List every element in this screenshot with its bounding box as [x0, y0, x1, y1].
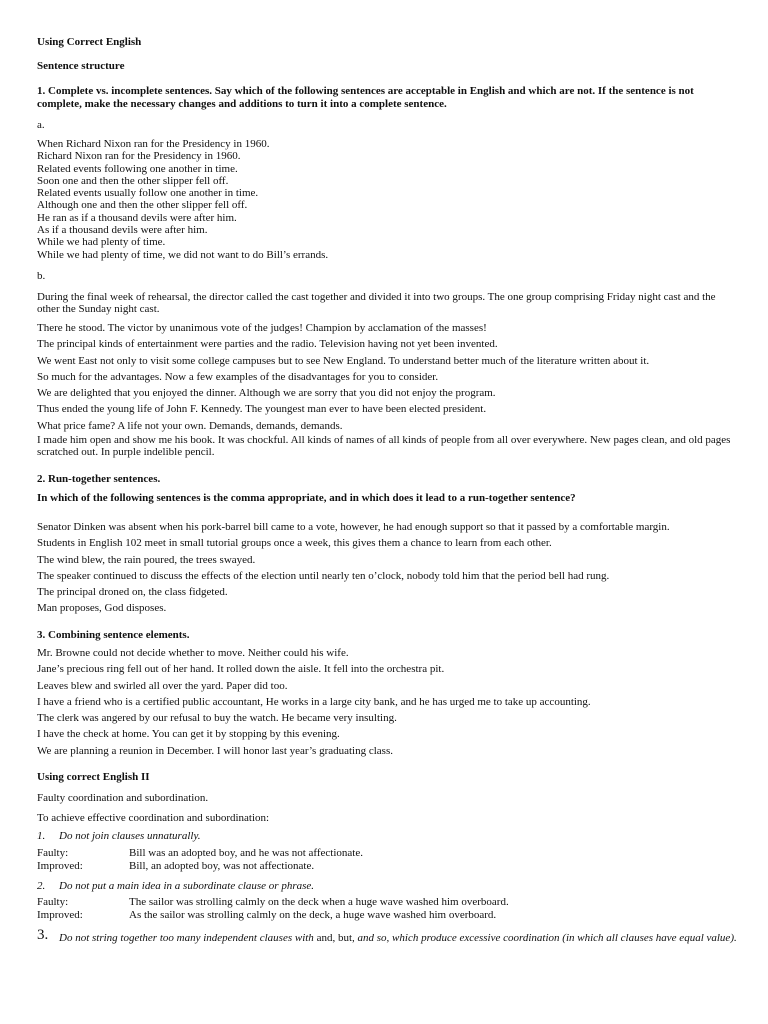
list-item: During the final week of rehearsal, the director called the cast together and divided it into two groups. The one group comprising Friday night cast and the other the Sunday night cast. [37, 291, 716, 315]
rule-text: Do not join clauses unnaturally. [59, 830, 201, 842]
section3-list [37, 645, 738, 759]
list-item: Man proposes, God disposes. [37, 602, 167, 615]
section2-question: In which of the following sentences is the comma appropriate, and in which does it lead to a run-together sentence? [37, 492, 576, 504]
list-item: While we had plenty of time, we did not want to do Bill’s errands. [37, 248, 329, 261]
list-item: Mr. Browne could not decide whether to move. Neither could his wife. [37, 647, 349, 659]
list-item: Jane’s precious ring fell out of her hand. It rolled down the aisle. It fell into the orchestra pit. [37, 663, 445, 676]
rule-number: 3. [37, 927, 49, 943]
rule-2 [37, 880, 738, 892]
rule-1 [37, 830, 738, 842]
section-subtitle: Sentence structure [37, 60, 125, 72]
example-label: Faulty: [37, 847, 69, 859]
list-item: Soon one and then the other slipper fell off. [37, 174, 229, 187]
example-label: Faulty: [37, 896, 69, 908]
list-item: We are delighted that you enjoyed the dinner. Although we are sorry that you did not enjoy the program. [37, 387, 496, 400]
list-item: The speaker continued to discuss the effects of the election until nearly ten o’clock, nobody told him that the period bell had rung. [37, 569, 610, 582]
part2-line: To achieve effective coordination and subordination: [37, 812, 270, 824]
section2-list [37, 519, 738, 617]
list-item: So much for the advantages. Now a few examples of the disadvantages for you to consider. [37, 370, 439, 383]
rule-text: Do not string together too many independent clauses with and, but, and so, which produce excessive coordination (in which all clauses have equal value). [59, 932, 737, 944]
list-item: What price fame? A life not your own. Demands, demands, demands. [37, 419, 343, 432]
list-item: As if a thousand devils were after him. [37, 224, 208, 237]
list-item: The clerk was angered by our refusal to buy the watch. He became very insulting. [37, 712, 397, 725]
example-text: Bill was an adopted boy, and he was not affectionate. [129, 847, 363, 859]
list-item: The principal droned on, the class fidgeted. [37, 586, 228, 599]
rule-number: 2. [37, 880, 46, 892]
list-item: While we had plenty of time. [37, 236, 166, 249]
list-item: I have the check at home. You can get it by stopping by this evening. [37, 728, 340, 741]
list-item: We went East not only to visit some college campuses but to see New England. To understand better much of the literature written about it. [37, 354, 650, 367]
list-item: Leaves blew and swirled all over the yard. Paper did too. [37, 679, 288, 692]
part-a-list [37, 138, 738, 261]
list-item: I have a friend who is a certified public accountant, He works in a large city bank, and he has urged me to take up accounting. [37, 695, 591, 708]
example-text: Bill, an adopted boy, was not affectionate. [129, 860, 315, 872]
list-item: Richard Nixon ran for the Presidency in 1960. [37, 150, 241, 163]
section3-heading: 3. Combining sentence elements. [37, 629, 190, 641]
example-label: Improved: [37, 909, 83, 921]
list-item: There he stood. The victor by unanimous vote of the judges! Champion by acclamation of the masses! [37, 322, 487, 334]
list-item: Although one and then the other slipper fell off. [37, 199, 248, 212]
part-a-label: a. [37, 119, 45, 131]
list-item: The wind blew, the rain poured, the trees swayed. [37, 553, 256, 566]
part-b-label: b. [37, 270, 46, 282]
document-title: Using Correct English [37, 36, 142, 48]
list-item: He ran as if a thousand devils were after him. [37, 211, 237, 224]
section2-heading: 2. Run-together sentences. [37, 473, 161, 485]
part-b-list [37, 320, 738, 434]
list-item: Thus ended the young life of John F. Kennedy. The youngest man ever to have been elected president. [37, 403, 487, 416]
rule-text: Do not put a main idea in a subordinate clause or phrase. [59, 880, 315, 892]
list-item: Students in English 102 meet in small tutorial groups once a week, this gives them a chance to learn from each other. [37, 537, 552, 550]
list-item: We are planning a reunion in December. I will honor last year’s graduating class. [37, 744, 393, 757]
section1-heading: 1. Complete vs. incomplete sentences. Say which of the following sentences are acceptable in English and which are not. If the sentence is not complete, make the necessary changes and additions to turn it into a complete sentence. [37, 85, 694, 110]
part2-line: Faulty coordination and subordination. [37, 792, 209, 804]
list-item: The principal kinds of entertainment were parties and the radio. Television having not yet been invented. [37, 338, 498, 351]
list-item: Related events following one another in time. [37, 162, 238, 175]
list-item: Senator Dinken was absent when his pork-barrel bill came to a vote, however, he had enough support so that it passed by a comfortable margin. [37, 521, 670, 533]
list-item: Related events usually follow one another in time. [37, 187, 259, 200]
list-item: When Richard Nixon ran for the Presidency in 1960. [37, 138, 270, 150]
list-item: I made him open and show me his book. It was chockful. All kinds of names of all kinds of people from all over everywhere. New pages clean, and old pages scratched out. In purple indelible pencil. [37, 434, 731, 458]
example-text: As the sailor was strolling calmly on the deck, a huge wave washed him overboard. [129, 909, 497, 921]
rule-number: 1. [37, 830, 46, 842]
example-text: The sailor was strolling calmly on the deck when a huge wave washed him overboard. [129, 896, 509, 908]
part2-heading: Using correct English II [37, 771, 150, 783]
example-label: Improved: [37, 860, 83, 872]
